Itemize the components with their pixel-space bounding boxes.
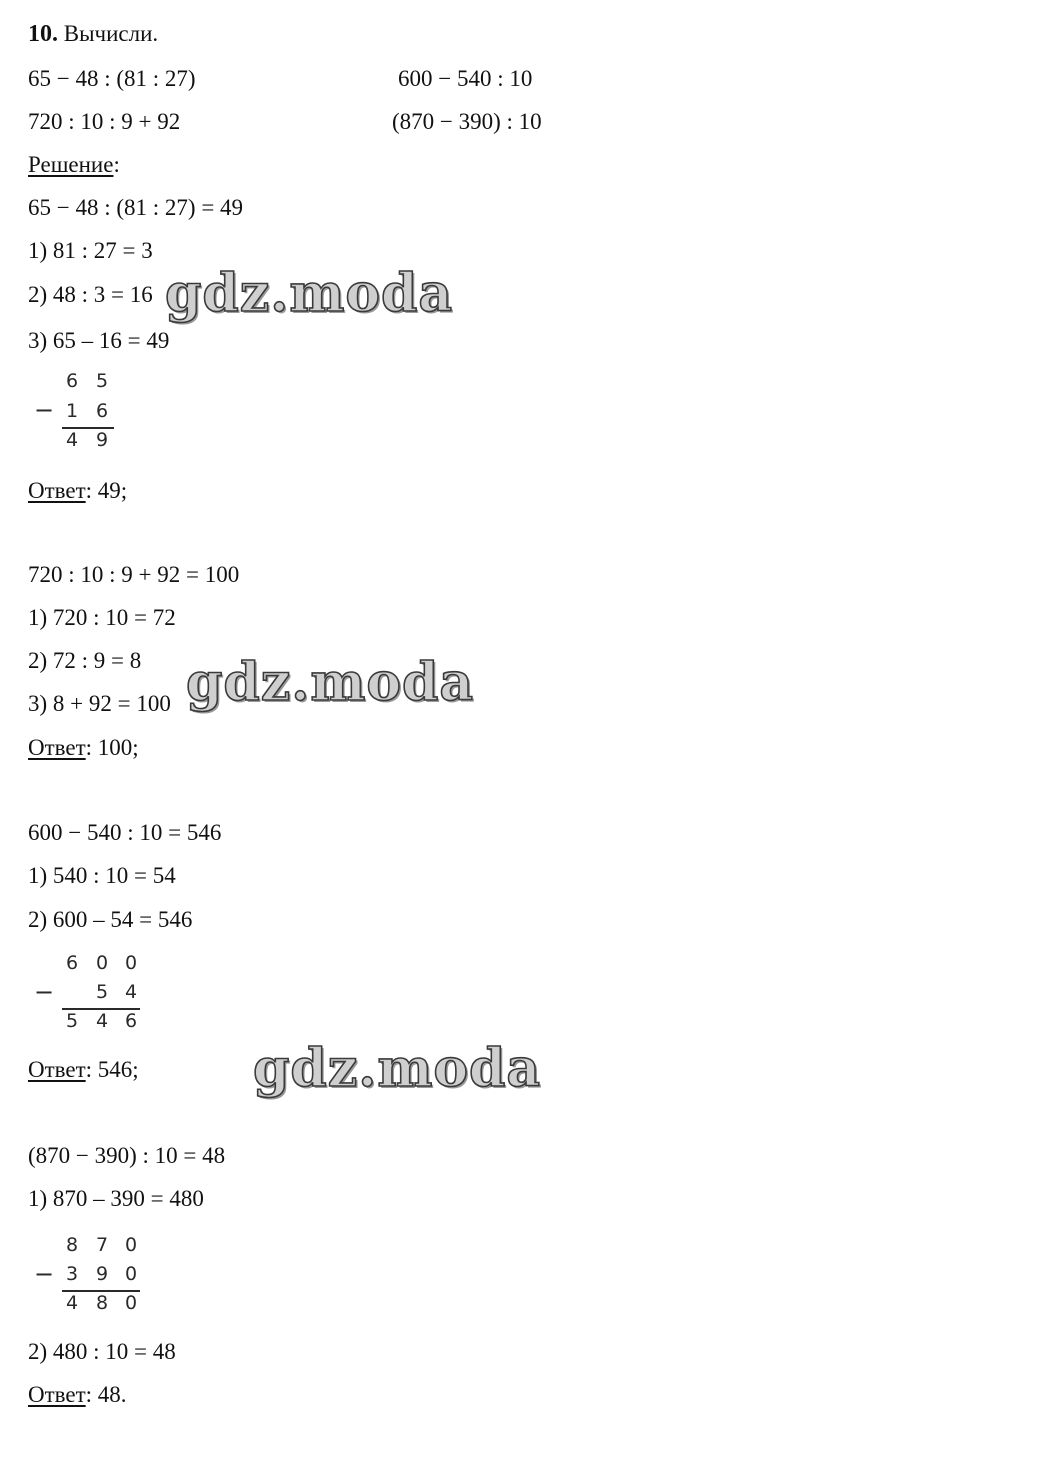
block-3-expression: 600 − 540 : 10 = 546 bbox=[28, 820, 222, 845]
block-3-step-2: 2) 600 – 54 = 546 bbox=[28, 907, 193, 932]
col3-top-digit: 0 bbox=[124, 1234, 138, 1256]
task-expression-4: (870 − 390) : 10 bbox=[392, 109, 542, 134]
col1-sub-digit: 6 bbox=[95, 400, 109, 422]
answer-value: : 48. bbox=[85, 1382, 127, 1407]
col2-top-digit: 0 bbox=[95, 952, 109, 974]
col3-sub-digit: 0 bbox=[124, 1263, 138, 1285]
col2-sub-digit: 4 bbox=[124, 981, 138, 1003]
column-subtraction-3 bbox=[34, 1234, 154, 1324]
block-2-step-3: 3) 8 + 92 = 100 bbox=[28, 691, 171, 716]
column-minus-sign: − bbox=[34, 396, 55, 424]
column-subtraction-2 bbox=[34, 952, 154, 1042]
solution-heading: Решение: bbox=[28, 152, 120, 177]
answer-value: : 49; bbox=[85, 478, 128, 503]
task-expression-2: 600 − 540 : 10 bbox=[398, 66, 533, 91]
block-1-step-2: 2) 48 : 3 = 16 bbox=[28, 282, 153, 307]
col3-res-digit: 4 bbox=[65, 1292, 79, 1314]
answer-label: Ответ bbox=[28, 1057, 86, 1082]
col3-top-digit: 7 bbox=[95, 1234, 109, 1256]
block-2-step-1: 1) 720 : 10 = 72 bbox=[28, 605, 176, 630]
task-title: Вычисли. bbox=[63, 21, 159, 46]
col2-res-digit: 5 bbox=[65, 1010, 79, 1032]
block-4-answer bbox=[28, 1381, 127, 1409]
block-4-expression: (870 − 390) : 10 = 48 bbox=[28, 1143, 226, 1168]
watermark-text: gdz.moda bbox=[253, 1038, 542, 1099]
col3-res-digit: 0 bbox=[124, 1292, 138, 1314]
task-header bbox=[28, 20, 158, 48]
col2-res-digit: 4 bbox=[95, 1010, 109, 1032]
answer-value: : 100; bbox=[85, 735, 139, 760]
col3-top-digit: 8 bbox=[65, 1234, 79, 1256]
block-1-answer bbox=[28, 477, 127, 505]
answer-label: Ответ bbox=[28, 1382, 86, 1407]
block-4-step-1: 1) 870 – 390 = 480 bbox=[28, 1186, 204, 1211]
solution-label: Решение bbox=[28, 152, 114, 177]
col1-sub-digit: 1 bbox=[65, 400, 79, 422]
col1-top-digit: 5 bbox=[95, 370, 109, 392]
col3-res-digit: 8 bbox=[95, 1292, 109, 1314]
col2-res-digit: 6 bbox=[124, 1010, 138, 1032]
col3-sub-digit: 3 bbox=[65, 1263, 79, 1285]
col2-top-digit: 6 bbox=[65, 952, 79, 974]
col1-res-digit: 9 bbox=[95, 429, 109, 451]
column-minus-sign: − bbox=[34, 978, 55, 1006]
col2-top-digit: 0 bbox=[124, 952, 138, 974]
task-expression-1: 65 − 48 : (81 : 27) bbox=[28, 66, 196, 91]
answer-label: Ответ bbox=[28, 478, 86, 503]
col2-sub-digit: 5 bbox=[95, 981, 109, 1003]
column-minus-sign: − bbox=[34, 1260, 55, 1288]
col1-res-digit: 4 bbox=[65, 429, 79, 451]
block-4-step-2: 2) 480 : 10 = 48 bbox=[28, 1339, 176, 1364]
answer-label: Ответ bbox=[28, 735, 86, 760]
watermark-text: gdz.moda bbox=[186, 652, 475, 713]
block-2-expression: 720 : 10 : 9 + 92 = 100 bbox=[28, 562, 240, 587]
col3-sub-digit: 9 bbox=[95, 1263, 109, 1285]
block-2-step-2: 2) 72 : 9 = 8 bbox=[28, 648, 142, 673]
col1-top-digit: 6 bbox=[65, 370, 79, 392]
block-3-answer bbox=[28, 1056, 139, 1084]
task-number: 10. bbox=[28, 21, 58, 47]
block-1-expression: 65 − 48 : (81 : 27) = 49 bbox=[28, 195, 244, 220]
task-expression-3: 720 : 10 : 9 + 92 bbox=[28, 109, 181, 134]
block-3-step-1: 1) 540 : 10 = 54 bbox=[28, 863, 176, 888]
block-1-step-3: 3) 65 – 16 = 49 bbox=[28, 328, 170, 353]
block-1-step-1: 1) 81 : 27 = 3 bbox=[28, 238, 153, 263]
block-2-answer bbox=[28, 734, 139, 762]
watermark-text: gdz.moda bbox=[165, 263, 454, 324]
answer-value: : 546; bbox=[85, 1057, 139, 1082]
column-subtraction-1 bbox=[34, 370, 124, 460]
